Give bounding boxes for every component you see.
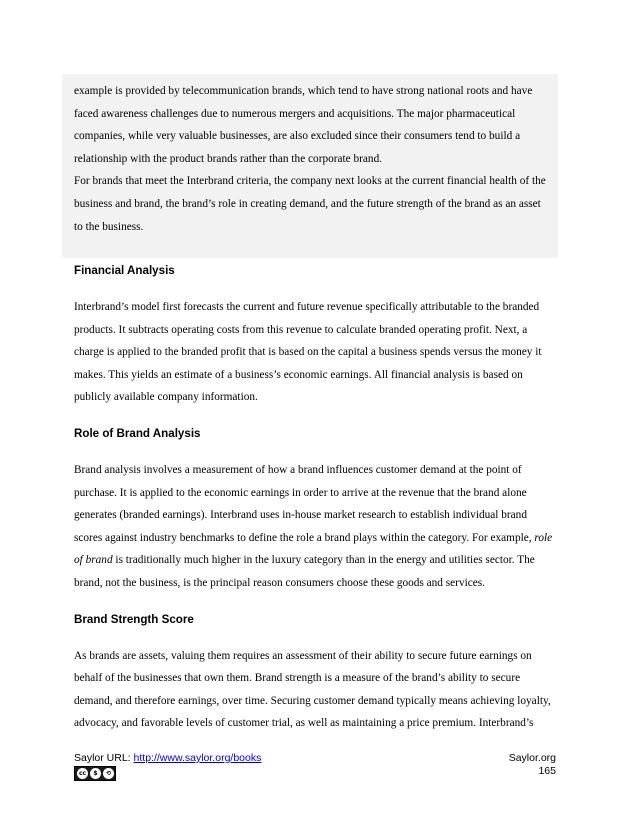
site-name: Saylor.org xyxy=(508,752,556,764)
text-span: is traditionally much higher in the luxury category than in the energy and utilities sector. The brand, not the business, is the principal reason consumers choose these goods and services. xyxy=(74,554,535,589)
cc-by-nc-sa-icon: cc $ ⟲ xyxy=(74,766,116,781)
paragraph xyxy=(74,459,554,595)
section-heading: Financial Analysis xyxy=(74,264,175,277)
page-number: 165 xyxy=(538,765,556,777)
text-span: Brand analysis involves a measurement of how a brand influences customer demand at the point of purchase. It is applied to the economic earnings in order to arrive at the revenue that the brand alone generates (branded earnings). Interbrand uses in-house market research to establish individual brand scores against industry benchmarks to define the role a brand plays within the category. For example, xyxy=(74,463,535,544)
section-heading: Role of Brand Analysis xyxy=(74,426,201,440)
paragraph: Interbrand’s model first forecasts the current and future revenue specifically attributable to the branded products. It subtracts operating costs from this revenue to calculate branded operating profit. Next, a charge is applied to the branded profit that is based on the capital a business spends versus the money it makes. This yields an estimate of a business’s economic earnings. All financial analysis is based on publicly available company information. xyxy=(74,301,542,404)
paragraph: For brands that meet the Interbrand criteria, the company next looks at the current financial health of the business and brand, the brand’s role in creating demand, and the future strength of the brand as an asset to the business. xyxy=(74,175,546,233)
url-label: Saylor URL: xyxy=(74,752,134,764)
paragraph: example is provided by telecommunication brands, which tend to have strong national roots and have faced awareness challenges due to numerous mergers and acquisitions. The major pharmaceutical companies, while very valuable businesses, are also excluded since their consumers tend to build a relationship with the product brands rather than the corporate brand. xyxy=(74,85,533,165)
section-heading: Brand Strength Score xyxy=(74,612,194,626)
italic-term: role of brand xyxy=(74,531,553,567)
footer-right xyxy=(509,752,556,778)
footer-url xyxy=(74,752,261,764)
main-content xyxy=(74,260,554,735)
highlighted-text-box xyxy=(62,74,558,258)
paragraph: As brands are assets, valuing them requires an assessment of their ability to secure future earnings on behalf of the businesses that own them. Brand strength is a measure of the brand’s ability to secure demand, and therefore earnings, over time. Securing customer demand typically means achieving loyalty, advocacy, and favorable levels of customer trial, as well as maintaining a price premium. Interbrand’s xyxy=(74,649,551,730)
saylor-books-link[interactable]: http://www.saylor.org/books xyxy=(133,752,262,764)
